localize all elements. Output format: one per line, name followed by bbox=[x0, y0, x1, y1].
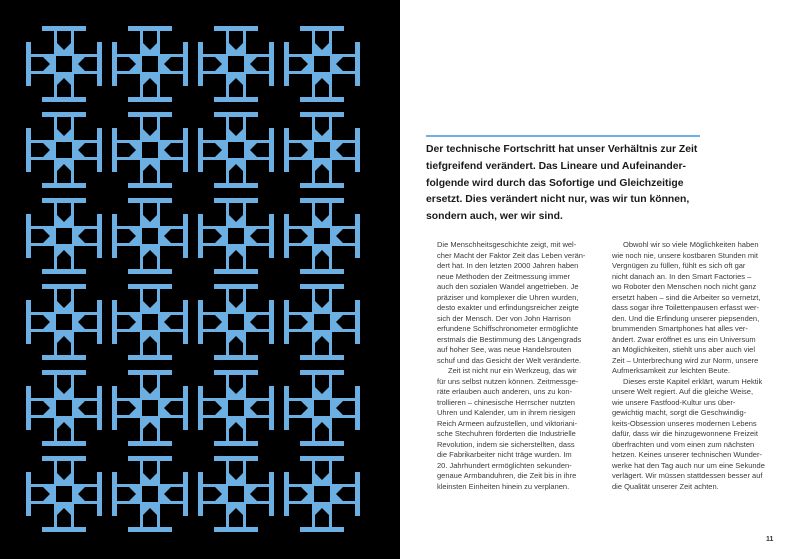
text-line: gewichtig macht, sorgt die Geschwindig- bbox=[612, 408, 747, 417]
text-line: dert hat. In den letzten 2000 Jahren haben bbox=[437, 261, 579, 270]
lead-line: tiefgreifend verändert. Das Lineare und Aufeinander- bbox=[426, 160, 687, 172]
text-line: Uhren und Kalender, um in ihrem riesigen bbox=[437, 408, 576, 417]
text-line: desto exakter und erfindungsreicher zeigte bbox=[437, 303, 579, 312]
lead-line: Der technische Fortschritt hat unser Verhältnis zur Zeit bbox=[426, 144, 698, 155]
cross-ornament-icon bbox=[26, 456, 102, 532]
text-line: überfrachten und vom einen zum nächsten bbox=[612, 439, 755, 449]
accent-rule bbox=[426, 135, 700, 137]
cross-ornament-icon bbox=[112, 26, 188, 102]
text-line: nicht danach an. In den Smart Factories – bbox=[612, 271, 752, 281]
text-line: die Qualität unserer Zeit achten. bbox=[612, 481, 719, 491]
paragraph bbox=[612, 240, 784, 377]
lead-line: sondern auch, wer wir sind. bbox=[426, 211, 563, 223]
cross-ornament-icon bbox=[112, 198, 188, 274]
cross-ornament-icon bbox=[284, 370, 360, 446]
text-line: Aufmerksamkeit zur leichten Beute. bbox=[612, 366, 730, 375]
lead-line: folgende wird durch das Sofortige und Gleichzeitige bbox=[426, 177, 684, 189]
text-line: sich der Mensch. Der von John Harrison bbox=[437, 313, 571, 323]
cross-ornament-icon bbox=[198, 370, 274, 446]
text-line: Revolution, indem sie sicherstellten, dass bbox=[437, 439, 575, 449]
text-line: erstmals die Bestimmung des Längengrads bbox=[437, 334, 582, 344]
body-column-left bbox=[437, 240, 602, 492]
cross-ornament-icon bbox=[198, 456, 274, 532]
text-line: schuf und das Gesicht der Welt veränderte. bbox=[437, 355, 582, 365]
cross-ornament-icon bbox=[284, 112, 360, 188]
cross-ornament-icon bbox=[198, 198, 274, 274]
text-line: hetzen. Keines unserer technischen Wunder- bbox=[612, 450, 762, 459]
text-line: räte erlauben auch anderen, uns zu kon- bbox=[437, 387, 573, 396]
text-line: brummenden Smartphones hat alles ver- bbox=[612, 324, 748, 333]
cross-ornament-icon bbox=[198, 26, 274, 102]
text-line: ersetzt haben – sind die Arbeiter so vernetzt, bbox=[612, 292, 761, 302]
text-line: präziser und komplexer die Uhren wurden, bbox=[437, 292, 579, 302]
cross-ornament-icon bbox=[112, 284, 188, 360]
text-line: wo Roboter den Menschen noch nicht ganz bbox=[612, 282, 757, 291]
text-line: kleinsten Einheiten hinein zu verplanen. bbox=[437, 481, 570, 491]
cross-ornament-icon bbox=[26, 198, 102, 274]
text-line: Zeit ist nicht nur ein Werkzeug, das wir bbox=[448, 366, 577, 375]
text-line: Obwohl wir so viele Möglichkeiten haben bbox=[623, 240, 759, 249]
text-line: cher Macht der Faktor Zeit das Leben verän- bbox=[437, 250, 586, 260]
cross-ornament-icon bbox=[198, 112, 274, 188]
text-line: den. Und die Erfindung unserer piepsenden, bbox=[612, 313, 760, 323]
text-line: für uns selbst nutzen können. Zeitmessge- bbox=[437, 376, 579, 386]
text-line: genaue Armbanduhren, die Zeit bis in ihre bbox=[437, 471, 577, 480]
page-number: 11 bbox=[766, 536, 774, 543]
text-line: auf hoher See, was neue Handelsrouten bbox=[437, 345, 572, 354]
lead-paragraph bbox=[426, 142, 716, 226]
lead-line: ersetzt. Dies verändert nicht nur, was wir tun können, bbox=[426, 194, 690, 206]
cross-ornament-icon bbox=[112, 456, 188, 532]
body-column-right bbox=[612, 240, 784, 492]
text-line: auch den sozialen Wandel angetrieben. Je bbox=[437, 282, 579, 291]
text-line: dass sogar ihre Toilettenpausen erfasst wer- bbox=[612, 303, 760, 312]
text-line: wie noch nie, unsere kostbaren Stunden mit bbox=[612, 250, 758, 260]
text-line: erfundene Schiffschronometer ermöglichte bbox=[437, 324, 579, 333]
cross-ornament-icon bbox=[26, 370, 102, 446]
text-line: unsere Welt regiert. Auf die gleiche Weise, bbox=[612, 387, 754, 396]
paragraph bbox=[437, 240, 602, 366]
cross-ornament-icon bbox=[284, 456, 360, 532]
text-line: an Möglichkeiten, stiehlt uns aber auch viel bbox=[612, 345, 755, 354]
text-line: neue Methoden der Zeitmessung immer bbox=[437, 271, 570, 281]
text-line: keits-Obsession unseres modernen Lebens bbox=[612, 418, 757, 428]
text-line: ändert. Zwar eröffnet es uns ein Universum bbox=[612, 334, 756, 344]
cross-ornament-icon bbox=[26, 112, 102, 188]
text-line: Die Menschheitsgeschichte zeigt, mit wel- bbox=[437, 240, 577, 249]
paragraph bbox=[612, 377, 784, 493]
text-line: werke hat den Tag auch nur um eine Sekunde bbox=[612, 460, 765, 470]
text-line: dafür, dass wir die hinzugewonnene Freizeit bbox=[612, 429, 758, 438]
cross-ornament-icon bbox=[26, 284, 102, 360]
cross-ornament-icon bbox=[284, 198, 360, 274]
right-page bbox=[400, 0, 800, 559]
text-line: verlägert. Wir müssen stattdessen besser auf bbox=[612, 471, 763, 480]
text-line: wie unsere Fastfood-Kultur uns über- bbox=[612, 397, 736, 407]
cross-ornament-icon bbox=[112, 370, 188, 446]
text-line: Reich Armeen aufzustellen, und viktoriani- bbox=[437, 418, 578, 428]
paragraph bbox=[437, 366, 602, 492]
cross-ornament-icon bbox=[284, 26, 360, 102]
text-line: Vergnügen zu füllen, fühlt es sich oft gar bbox=[612, 261, 746, 270]
text-line: trollieren – chinesische Herrscher nutzten bbox=[437, 397, 575, 407]
text-line: Zeit – Unterbrechung wird zur Norm, unsere bbox=[612, 355, 759, 365]
text-line: sche Stechuhren förderten die Industrielle bbox=[437, 429, 576, 438]
text-line: 20. Jahrhundert ermöglichten sekunden- bbox=[437, 460, 572, 470]
cross-ornament-icon bbox=[26, 26, 102, 102]
cross-ornament-icon bbox=[198, 284, 274, 360]
text-line: Dieses erste Kapitel erklärt, warum Hektik bbox=[623, 376, 763, 386]
cross-ornament-icon bbox=[284, 284, 360, 360]
cross-ornament-icon bbox=[112, 112, 188, 188]
text-line: die Fabrikarbeiter nicht träge wurden. Im bbox=[437, 450, 572, 459]
